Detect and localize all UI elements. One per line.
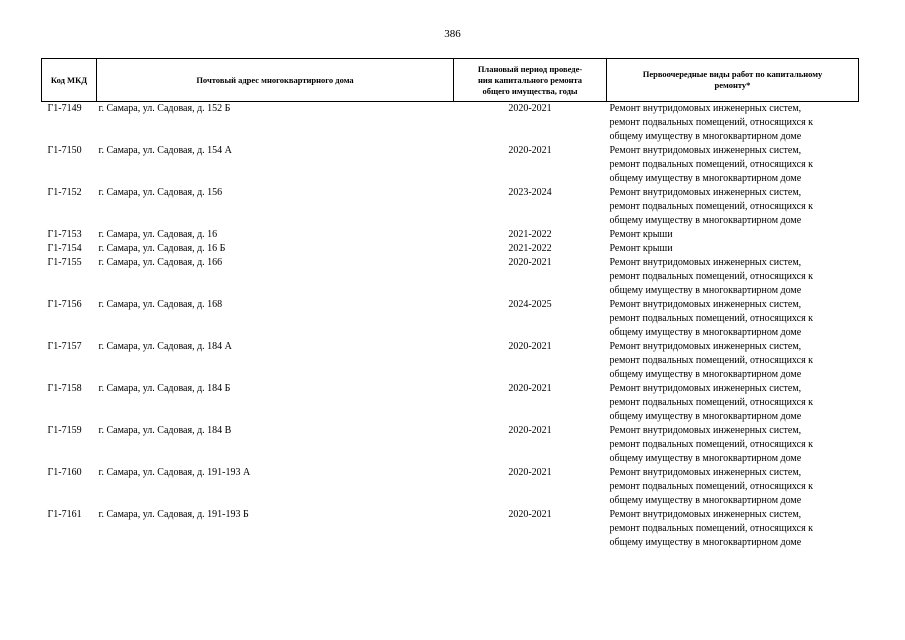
row-code: Г1-7153 xyxy=(47,229,82,240)
row-works xyxy=(607,466,859,508)
row-code: Г1-7150 xyxy=(47,145,82,156)
row-works-line: общему имуществу в многоквартирном доме xyxy=(609,285,802,296)
row-period: 2020-2021 xyxy=(508,467,552,478)
row-works xyxy=(607,242,859,256)
table-row xyxy=(42,340,859,382)
table-row xyxy=(42,424,859,466)
row-period: 2020-2021 xyxy=(508,257,552,268)
row-works-line: Ремонт внутридомовых инженерных систем, xyxy=(609,425,802,436)
row-code: Г1-7159 xyxy=(47,425,82,436)
header-works-line: Первоочередные виды работ по капитальному xyxy=(642,69,823,79)
header-address: Почтовый адрес многоквартирного дома xyxy=(97,59,454,102)
row-works-line: Ремонт внутридомовых инженерных систем, xyxy=(609,145,802,156)
table-row xyxy=(42,186,859,228)
header-works-line: ремонту* xyxy=(714,80,751,90)
row-period: 2020-2021 xyxy=(508,145,552,156)
table-row xyxy=(42,466,859,508)
row-address: г. Самара, ул. Садовая, д. 184 В xyxy=(98,425,232,436)
row-address: г. Самара, ул. Садовая, д. 184 Б xyxy=(98,383,231,394)
row-works xyxy=(607,186,859,228)
row-works-line: ремонт подвальных помещений, относящихся к xyxy=(609,159,814,170)
row-works-line: общему имуществу в многоквартирном доме xyxy=(609,131,802,142)
row-works-line: ремонт подвальных помещений, относящихся к xyxy=(609,117,814,128)
row-period: 2021-2022 xyxy=(508,229,552,240)
row-address: г. Самара, ул. Садовая, д. 168 xyxy=(98,299,223,310)
row-code: Г1-7157 xyxy=(47,341,82,352)
row-works-line: Ремонт внутридомовых инженерных систем, xyxy=(609,187,802,198)
table-row xyxy=(42,298,859,340)
row-address: г. Самара, ул. Садовая, д. 191-193 А xyxy=(98,467,251,478)
row-works-line: общему имуществу в многоквартирном доме xyxy=(609,411,802,422)
row-code: Г1-7161 xyxy=(47,509,82,520)
row-works-line: ремонт подвальных помещений, относящихся к xyxy=(609,439,814,450)
header-period-line: общего имущества, годы xyxy=(482,85,578,96)
row-works xyxy=(607,340,859,382)
row-works-line: Ремонт внутридомовых инженерных систем, xyxy=(609,103,802,114)
row-code: Г1-7155 xyxy=(47,257,82,268)
row-period: 2021-2022 xyxy=(508,243,552,254)
row-address: г. Самара, ул. Садовая, д. 184 А xyxy=(98,341,232,352)
table-row xyxy=(42,228,859,242)
row-works-line: Ремонт внутридомовых инженерных систем, xyxy=(609,383,802,394)
header-code: Код МКД xyxy=(42,59,97,102)
row-address: г. Самара, ул. Садовая, д. 156 xyxy=(98,187,223,198)
row-address: г. Самара, ул. Садовая, д. 154 А xyxy=(98,145,232,156)
row-works xyxy=(607,144,859,186)
row-period: 2020-2021 xyxy=(508,509,552,520)
row-period: 2020-2021 xyxy=(508,383,552,394)
header-period xyxy=(454,59,607,102)
row-works-line: общему имуществу в многоквартирном доме xyxy=(609,537,802,548)
row-address: г. Самара, ул. Садовая, д. 191-193 Б xyxy=(98,509,249,520)
row-works-line: общему имуществу в многоквартирном доме xyxy=(609,173,802,184)
table-row xyxy=(42,242,859,256)
row-works-line: Ремонт внутридомовых инженерных систем, xyxy=(609,467,802,478)
row-address: г. Самара, ул. Садовая, д. 16 xyxy=(98,229,218,240)
row-period: 2024-2025 xyxy=(508,299,552,310)
capital-repair-table xyxy=(41,58,859,550)
row-works-line: Ремонт крыши xyxy=(609,243,673,254)
row-code: Г1-7154 xyxy=(47,243,82,254)
row-code: Г1-7152 xyxy=(47,187,82,198)
row-works-line: Ремонт крыши xyxy=(609,229,673,240)
row-works-line: ремонт подвальных помещений, относящихся к xyxy=(609,481,814,492)
row-works-line: Ремонт внутридомовых инженерных систем, xyxy=(609,257,802,268)
header-period-line: ния капитального ремонта xyxy=(477,74,583,85)
table-row xyxy=(42,382,859,424)
row-works-line: ремонт подвальных помещений, относящихся к xyxy=(609,313,814,324)
row-code: Г1-7160 xyxy=(47,467,82,478)
row-code: Г1-7149 xyxy=(47,103,82,114)
header-works xyxy=(607,59,859,102)
row-works-line: ремонт подвальных помещений, относящихся к xyxy=(609,201,814,212)
table-row xyxy=(42,102,859,145)
row-works-line: ремонт подвальных помещений, относящихся к xyxy=(609,355,814,366)
row-works-line: ремонт подвальных помещений, относящихся к xyxy=(609,523,814,534)
row-address: г. Самара, ул. Садовая, д. 166 xyxy=(98,257,223,268)
row-works-line: общему имуществу в многоквартирном доме xyxy=(609,453,802,464)
row-works-line: общему имуществу в многоквартирном доме xyxy=(609,215,802,226)
row-works-line: ремонт подвальных помещений, относящихся к xyxy=(609,397,814,408)
row-works-line: Ремонт внутридомовых инженерных систем, xyxy=(609,341,802,352)
row-period: 2023-2024 xyxy=(508,187,552,198)
row-works xyxy=(607,424,859,466)
row-works-line: Ремонт внутридомовых инженерных систем, xyxy=(609,299,802,310)
table-row xyxy=(42,508,859,550)
row-period: 2020-2021 xyxy=(508,425,552,436)
row-works xyxy=(607,508,859,550)
row-works-line: общему имуществу в многоквартирном доме xyxy=(609,369,802,380)
row-works-line: общему имуществу в многоквартирном доме xyxy=(609,495,802,506)
row-period: 2020-2021 xyxy=(508,103,552,114)
row-address: г. Самара, ул. Садовая, д. 16 Б xyxy=(98,243,226,254)
row-code: Г1-7158 xyxy=(47,383,82,394)
row-address: г. Самара, ул. Садовая, д. 152 Б xyxy=(98,103,231,114)
row-works xyxy=(607,256,859,298)
table-row xyxy=(42,144,859,186)
row-works-line: общему имуществу в многоквартирном доме xyxy=(609,327,802,338)
row-works xyxy=(607,228,859,242)
table-body xyxy=(42,102,859,551)
row-works-line: Ремонт внутридомовых инженерных систем, xyxy=(609,509,802,520)
row-code: Г1-7156 xyxy=(47,299,82,310)
header-period-line: Плановый период проведе- xyxy=(477,63,583,74)
table-row xyxy=(42,256,859,298)
table-header-row xyxy=(42,59,859,102)
row-works xyxy=(607,382,859,424)
row-works xyxy=(607,102,859,145)
row-works-line: ремонт подвальных помещений, относящихся к xyxy=(609,271,814,282)
page-number: 386 xyxy=(444,28,461,40)
row-works xyxy=(607,298,859,340)
row-period: 2020-2021 xyxy=(508,341,552,352)
